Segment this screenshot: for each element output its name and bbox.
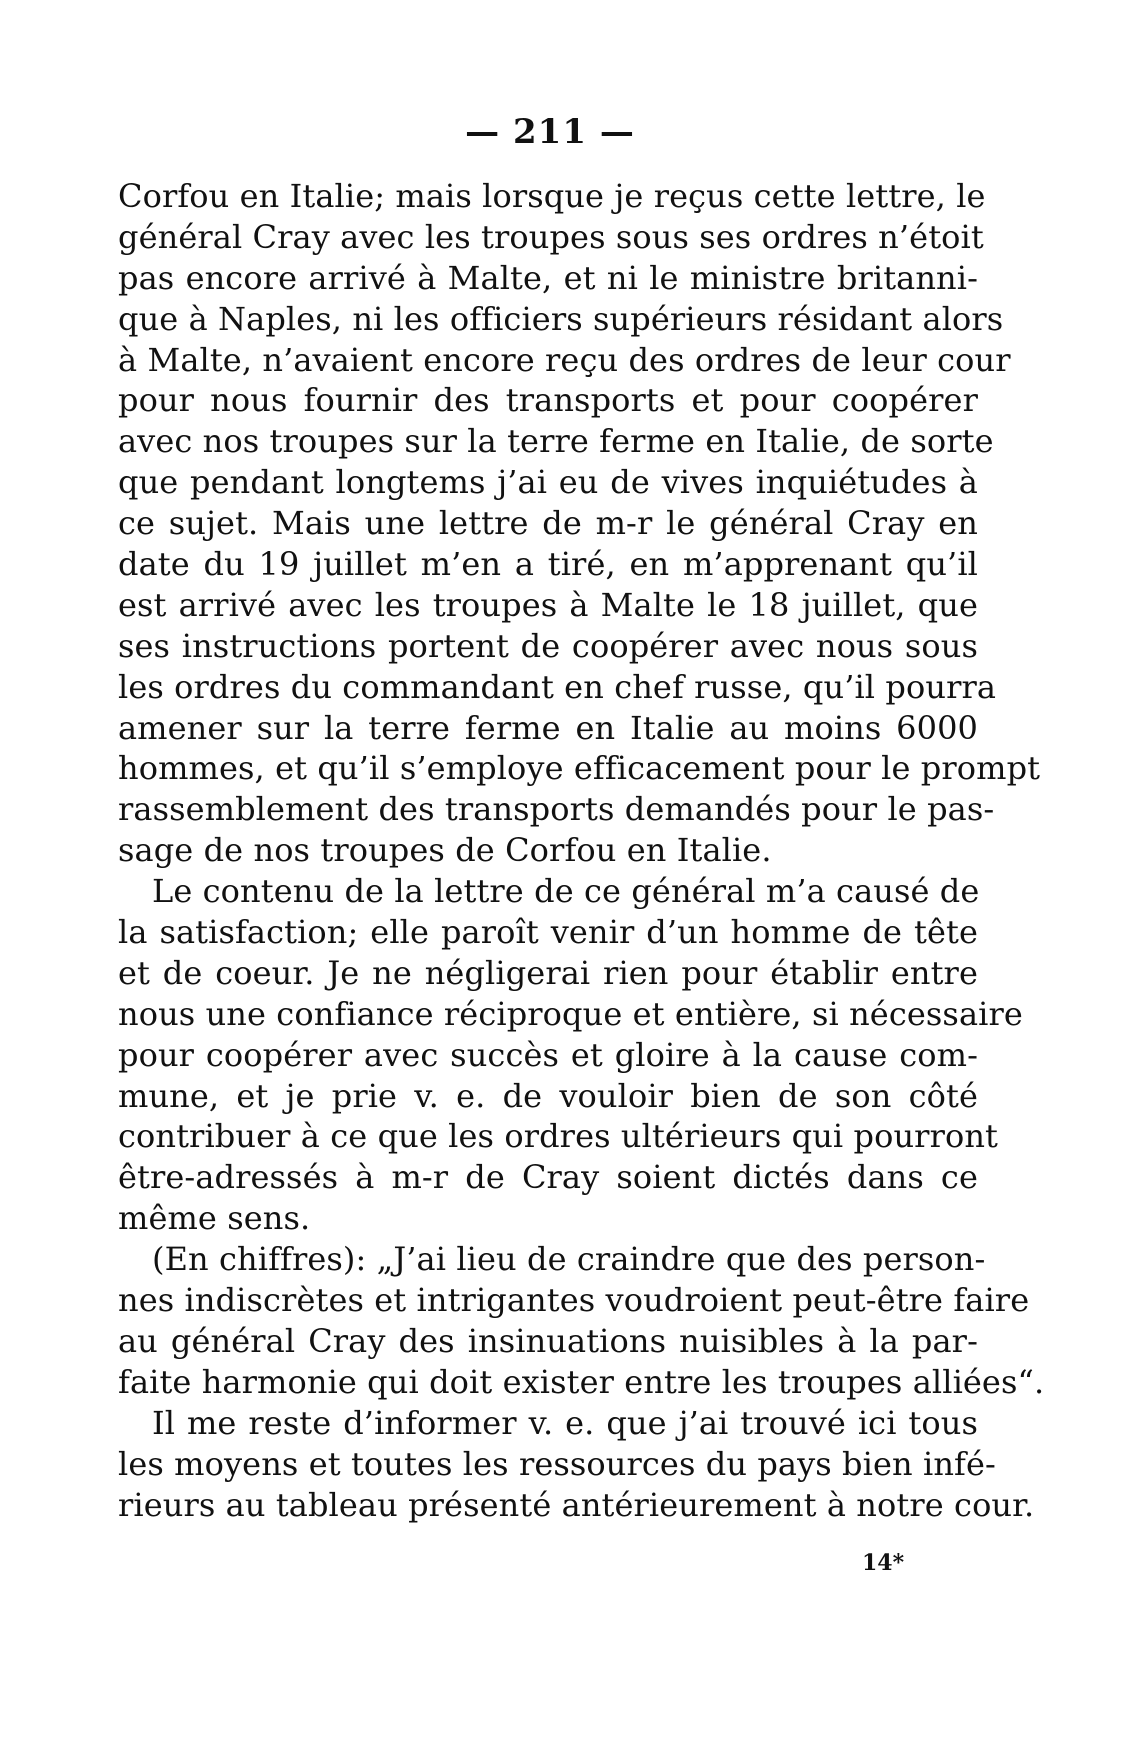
- text-line: la satisfaction; elle paroît venir d’un homme de tête: [118, 913, 978, 952]
- text-line: hommes, et qu’il s’employe efficacement pour le prompt: [118, 749, 1041, 788]
- text-line: nes indiscrètes et intrigantes voudroient peut-être faire: [118, 1281, 1030, 1320]
- text-line: et de coeur. Je ne négligerai rien pour établir entre: [118, 953, 978, 992]
- text-line: rassemblement des transports demandés pour le pas-: [118, 790, 995, 829]
- text-line: à Malte, n’avaient encore reçu des ordres de leur cour: [118, 340, 1011, 379]
- text-line: les ordres du commandant en chef russe, qu’il pourra: [118, 667, 997, 706]
- text-line: être-adressés à m-r de Cray soient dictés dans ce: [118, 1158, 978, 1197]
- text-line: général Cray avec les troupes sous ses ordres n’étoit: [118, 217, 984, 256]
- text-line: Corfou en Italie; mais lorsque je reçus cette lettre, le: [118, 177, 986, 215]
- signature-mark: 14*: [862, 1550, 905, 1576]
- text-line: au général Cray des insinuations nuisibles à la par-: [118, 1321, 978, 1360]
- text-line: amener sur la terre ferme en Italie au moins 6000: [118, 708, 978, 747]
- text-line: que pendant longtems j’ai eu de vives inquiétudes à: [118, 463, 978, 502]
- text-line: pour coopérer avec succès et gloire à la cause com-: [118, 1035, 978, 1074]
- text-line: pour nous fournir des transports et pour coopérer: [118, 381, 978, 420]
- text-line: contribuer à ce que les ordres ultérieurs qui pourront: [118, 1117, 999, 1156]
- text-line: même sens.: [118, 1199, 311, 1238]
- paragraph-start-line: Le contenu de la lettre de ce général m’a causé de: [152, 872, 980, 911]
- text-line: pas encore arrivé à Malte, et ni le ministre britanni-: [118, 258, 978, 297]
- body-text: [118, 176, 1045, 1525]
- text-line: que à Naples, ni les officiers supérieurs résidant alors: [118, 299, 1004, 338]
- text-line: nous une confiance réciproque et entière, si nécessaire: [118, 994, 1023, 1033]
- text-line: rieurs au tableau présenté antérieurement à notre cour.: [118, 1485, 1035, 1524]
- text-line: date du 19 juillet m’en a tiré, en m’apprenant qu’il: [118, 545, 978, 584]
- paragraph-start-line: (En chiffres): „J’ai lieu de craindre que des person-: [152, 1240, 986, 1279]
- paragraph-start-line: Il me reste d’informer v. e. que j’ai trouvé ici tous: [152, 1403, 978, 1442]
- text-line: mune, et je prie v. e. de vouloir bien de son côté: [118, 1076, 978, 1115]
- page-number: — 211 —: [465, 112, 635, 152]
- text-line: sage de nos troupes de Corfou en Italie.: [118, 831, 772, 870]
- text-line: avec nos troupes sur la terre ferme en Italie, de sorte: [118, 422, 994, 461]
- text-line: est arrivé avec les troupes à Malte le 18 juillet, que: [118, 585, 978, 624]
- text-line: ce sujet. Mais une lettre de m-r le général Cray en: [118, 504, 978, 543]
- text-line: faite harmonie qui doit exister entre les troupes alliées“.: [118, 1362, 1045, 1401]
- text-line: ses instructions portent de coopérer avec nous sous: [118, 626, 978, 665]
- text-line: les moyens et toutes les ressources du pays bien infé-: [118, 1444, 996, 1483]
